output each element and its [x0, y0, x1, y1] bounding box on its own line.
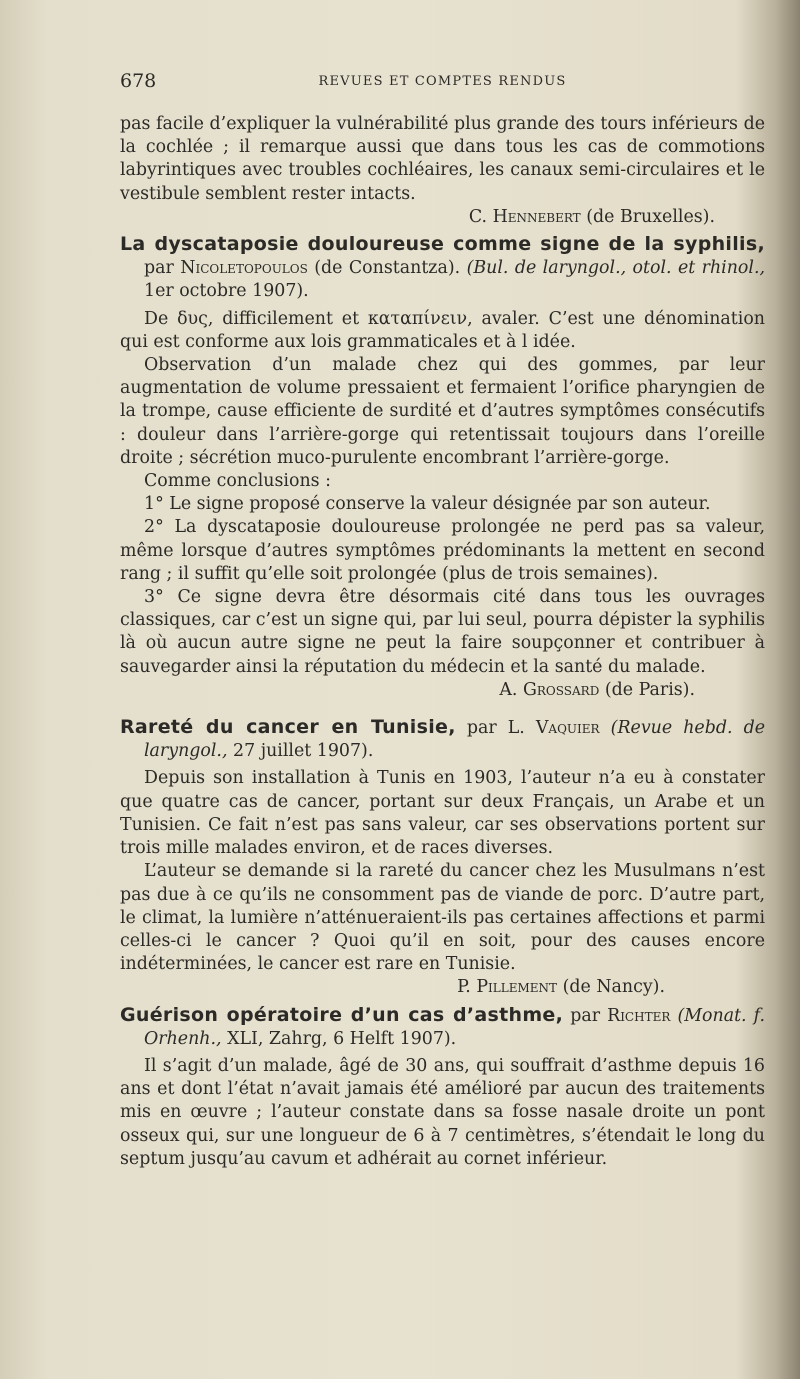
paragraph: Depuis son installation à Tunis en 1903, l’auteur n’a eu à constater que quatre cas de cancer, portant sur deux Français, un Arabe et un Tunisien. Ce fait n’est pas sans valeur, car ses observations portent sur trois mille malades environ, et de races diverses. — [120, 768, 765, 859]
journal-ref: (Revue hebd. de laryngol., — [144, 718, 765, 762]
signature: C. Hennebert (de Bruxelles). — [468, 206, 715, 227]
article-author: L. Vaquier — [507, 718, 600, 739]
paragraph: De δυς, difficilement et καταπίνειν, avaler. C’est une dénomination qui est conforme aux lois grammaticales et à l idée. — [120, 308, 765, 352]
paragraph: Comme conclusions : — [144, 471, 331, 492]
article-title: La dyscataposie douloureuse comme signe de la syphilis, — [120, 233, 765, 256]
article-title: Guérison opératoire d’un cas d’asthme, — [120, 1003, 564, 1026]
page-header — [120, 70, 765, 94]
article-heading-dyscataposie: La dyscataposie douloureuse comme signe de la syphilis, par Nicoletopoulos (de Constantza). (Bul. de laryngol., otol. et rhinol., 1er octobre 1907). — [120, 233, 765, 302]
paragraph-continued: pas facile d’expliquer la vulnérabilité plus grande des tours inférieurs de la cochlée ; il remarque aussi que dans tous les cas de commotions labyrintiques avec troubles cochléaires, les canaux semi-circulaires et le vestibule semblent rester intacts. — [120, 114, 765, 204]
paragraph: 1° Le signe proposé conserve la valeur désignée par son auteur. — [144, 494, 711, 515]
journal-ref: (Bul. de laryngol., otol. et rhinol., — [466, 258, 765, 279]
paragraph: Il s’agit d’un malade, âgé de 30 ans, qui souffrait d’asthme depuis 16 ans et dont l’état n’avait jamais été amélioré par aucun des traitements mis en œuvre ; l’auteur constate dans sa fosse nasale droite un pont osseux qui, sur une longueur de 6 à 7 centimètres, s’étendait le long du septum jusqu’au cavum et adhérait au cornet inférieur. — [120, 1055, 765, 1169]
article-author: Richter — [607, 1005, 671, 1026]
article-author: Nicoletopoulos — [180, 258, 308, 279]
article-heading-tunisie: Rareté du cancer en Tunisie, par L. Vaquier (Revue hebd. de laryngol., 27 juillet 1907). — [120, 716, 765, 762]
paragraph: 2° La dyscataposie douloureuse prolongée ne perd pas sa valeur, même lorsque d’autres symptômes prédominants la mettent en second rang ; il suffit qu’elle soit prolongée (plus de trois semaines). — [120, 517, 765, 584]
journal-ref: (Monat. f. Orhenh., — [144, 1005, 765, 1049]
page-number: 678 — [120, 70, 157, 92]
signature: P. Pillement (de Nancy). — [457, 977, 665, 998]
paragraph: L’auteur se demande si la rareté du cancer chez les Musulmans n’est pas due à ce qu’ils ne consomment pas de viande de porc. D’autre part, le climat, la lumière n’atténueraient-ils pas certaines affections et parmi celles-ci le cancer ? Quoi qu’il en soit, pour des causes encore indéterminées, le cancer est rare en Tunisie. — [120, 861, 765, 975]
signature: A. Grossard (de Paris). — [499, 679, 695, 700]
paragraph: 3° Ce signe devra être désormais cité dans tous les ouvrages classiques, car c’est un signe qui, par lui seul, pourra dépister la syphilis là où aucun autre signe ne peut la faire soupçonner et contribuer à sauvegarder ainsi la réputation du médecin et la santé du malade. — [120, 587, 765, 677]
running-title: REVUES ET COMPTES RENDUS — [318, 74, 567, 89]
text-column — [120, 113, 765, 1171]
article-title: Rareté du cancer en Tunisie, — [120, 716, 456, 739]
paragraph: Observation d’un malade chez qui des gommes, par leur augmentation de volume pressaient et fermaient l’orifice pharyngien de la trompe, cause efficiente de surdité et d’autres symptômes consécutifs : douleur dans l’arrière-gorge qui retentissait toujours dans l’oreille droite ; sécrétion muco-purulente encombrant l’arrière-gorge. — [120, 355, 765, 468]
article-heading-asthme: Guérison opératoire d’un cas d’asthme, par Richter (Monat. f. Orhenh., XLI, Zahrg, 6 Helft 1907). — [120, 1003, 765, 1049]
